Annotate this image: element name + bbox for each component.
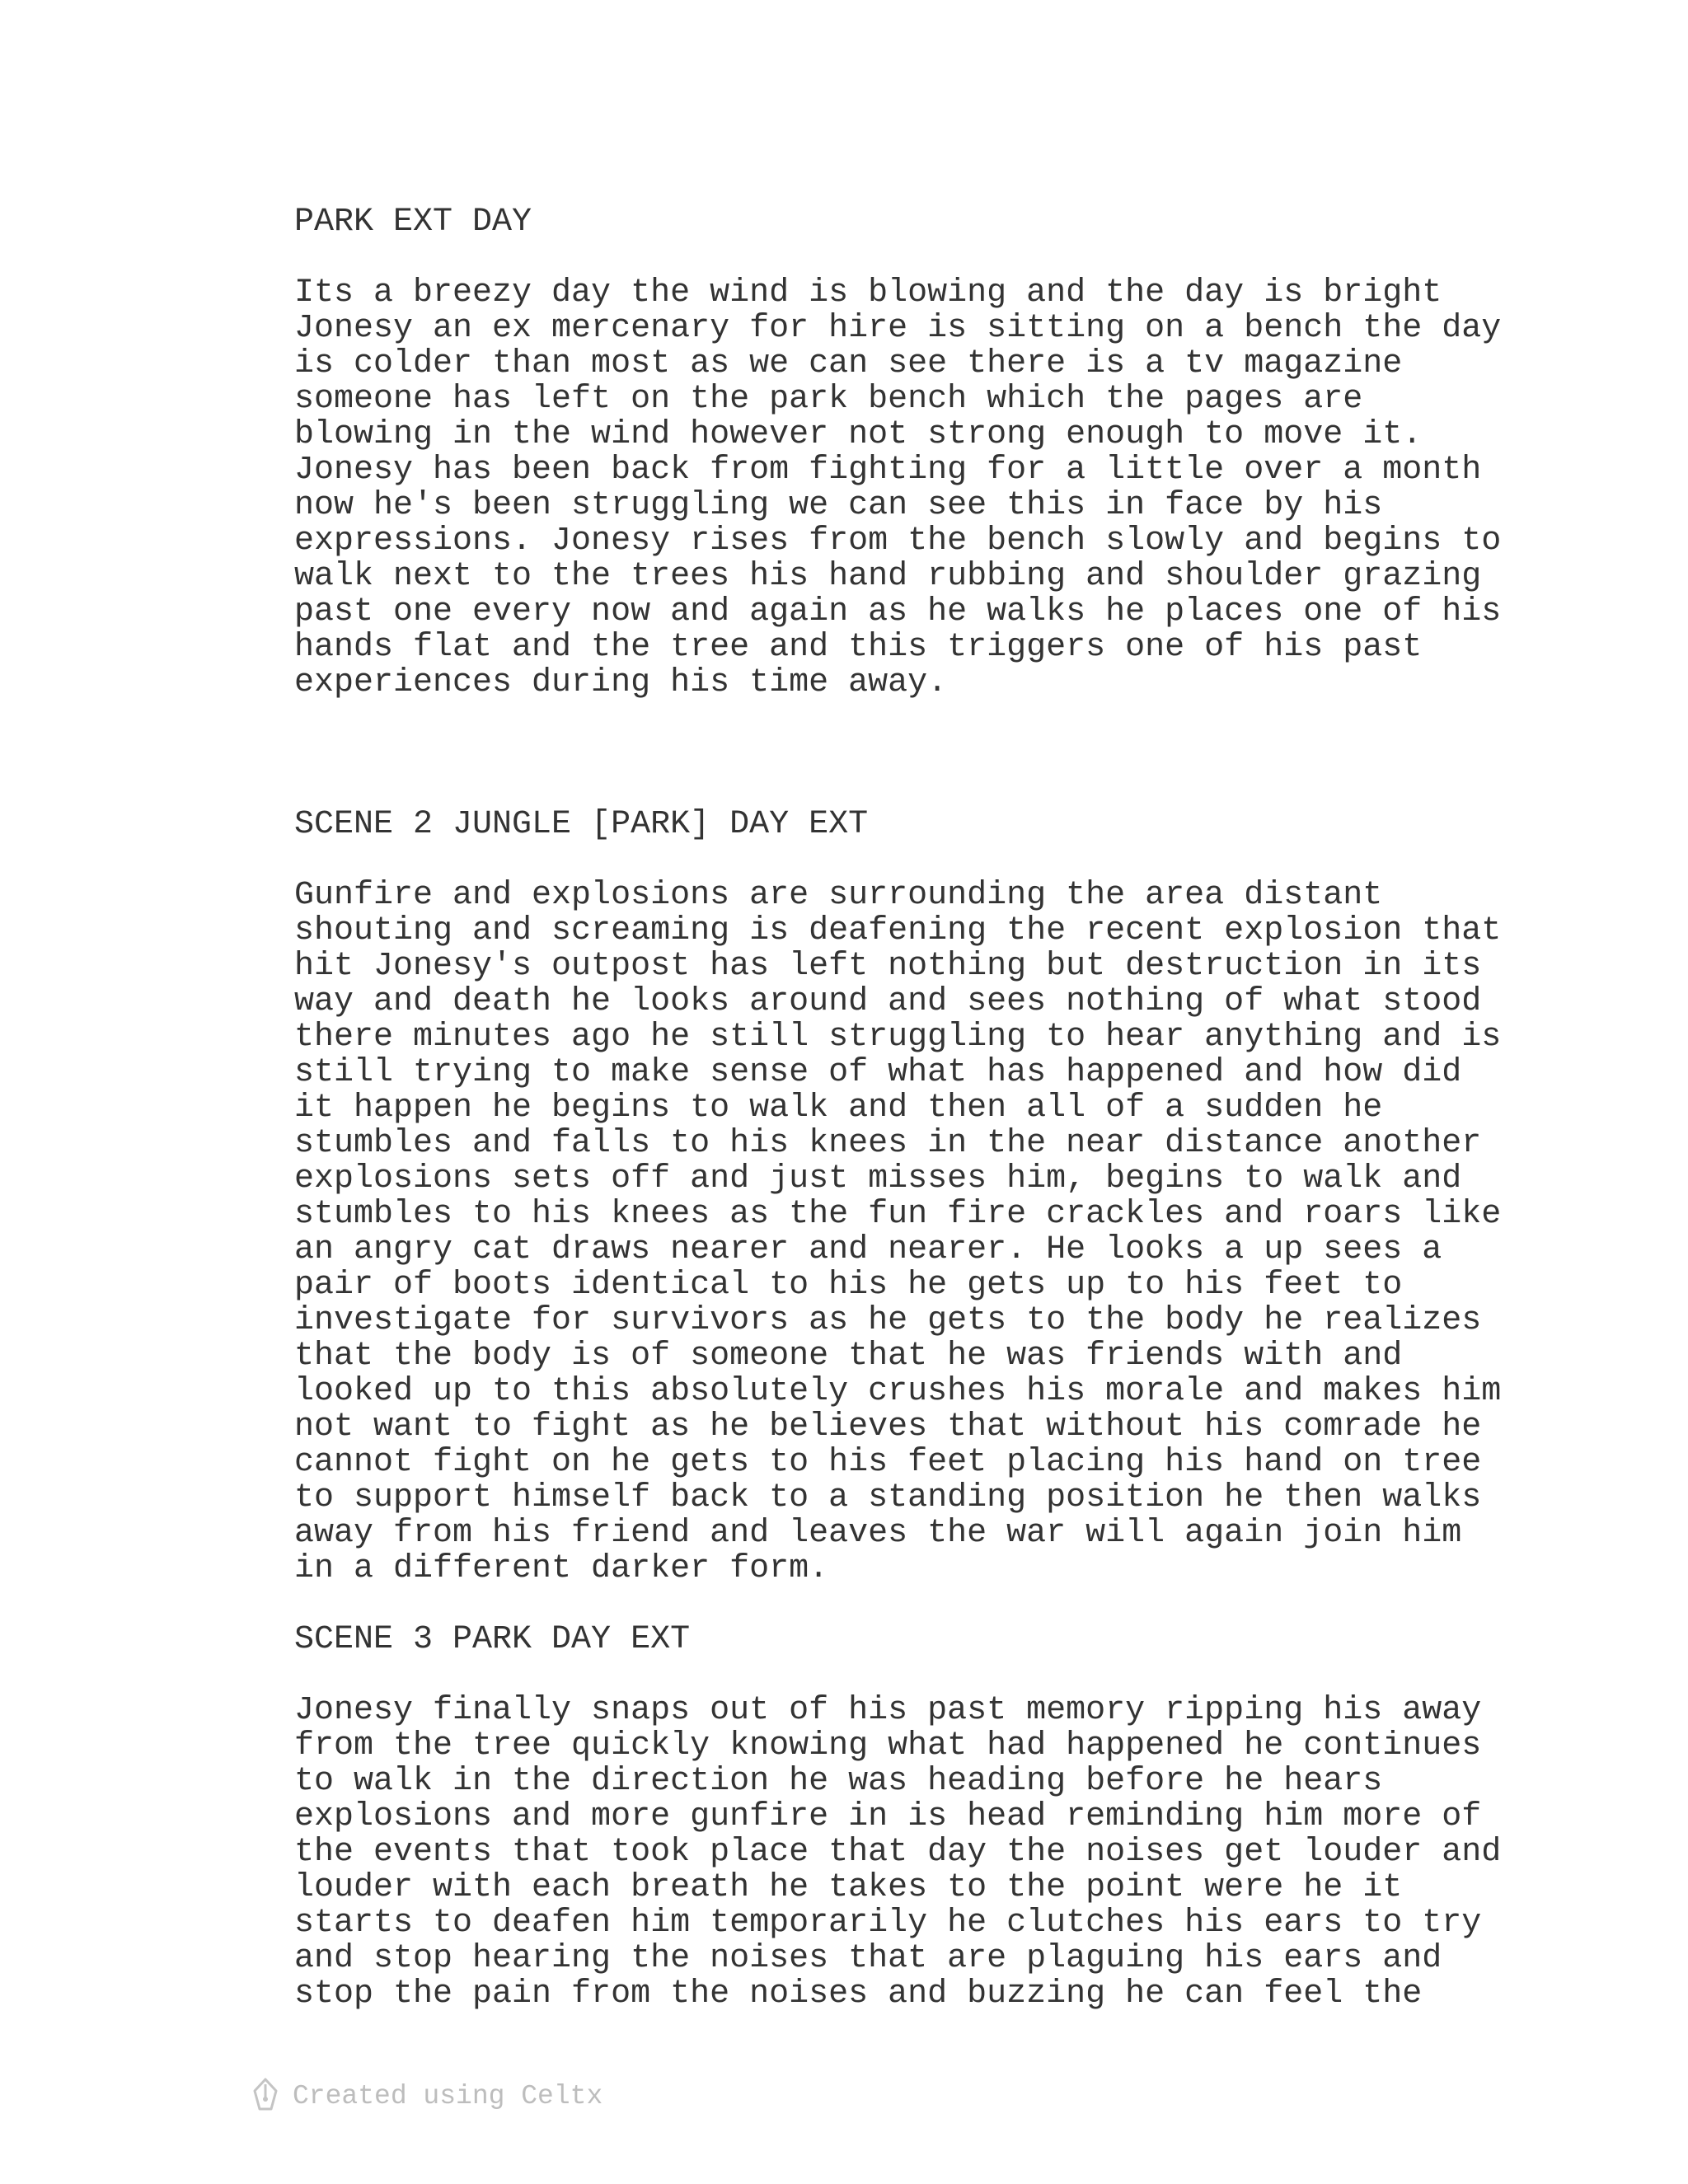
celtx-pen-icon bbox=[251, 2078, 279, 2114]
scene-heading-1: PARK EXT DAY bbox=[294, 204, 532, 241]
celtx-footer bbox=[251, 2075, 603, 2116]
action-block-1: Its a breezy day the wind is blowing and the day is bright Jonesy an ex mercenary for hire is sitting on a bench the day is colder than most as we can see there is a tv magazine someone has left on the park bench which the pages are blowing in the wind however not strong enough to move it. Jonesy has been back from fighting for a little over a month now he's been struggling we can see this in face by his expressions. Jonesy rises from the bench slowly and begins to walk next to the trees his hand rubbing and shoulder grazing past one every now and again as he walks he places one of his hands flat and the tree and this triggers one of his past experiences during his time away. bbox=[294, 274, 1502, 701]
scene-heading-2: SCENE 2 JUNGLE [PARK] DAY EXT bbox=[294, 806, 869, 843]
footer-text: Created using Celtx bbox=[293, 2080, 603, 2111]
action-block-2: Gunfire and explosions are surrounding the area distant shouting and screaming is deafening the recent explosion that hit Jonesy's outpost has left nothing but destruction in its way and death he looks around and sees nothing of what stood there minutes ago he still struggling to hear anything and is still trying to make sense of what has happened and how did it happen he begins to walk and then all of a sudden he stumbles and falls to his knees in the near distance another explosions sets off and just misses him, begins to walk and stumbles to his knees as the fun fire crackles and roars like an angry cat draws nearer and nearer. He looks a up sees a pair of boots identical to his he gets up to his feet to investigate for survivors as he gets to the body he realizes that the body is of someone that he was friends with and looked up to this absolutely crushes his morale and makes him not want to fight as he believes that without his comrade he cannot fight on he gets to his feet placing his hand on tree to support himself back to a standing position he then walks away from his friend and leaves the war will again join him in a different darker form. bbox=[294, 877, 1502, 1587]
script-content bbox=[294, 204, 1580, 2047]
action-block-3: Jonesy finally snaps out of his past memory ripping his away from the tree quickly knowing what had happened he continues to walk in the direction he was heading before he hears explosions and more gunfire in is head reminding him more of the events that took place that day the noises get louder and louder with each breath he takes to the point were he it starts to deafen him temporarily he clutches his ears to try and stop hearing the noises that are plaguing his ears and stop the pain from the noises and buzzing he can feel the bbox=[294, 1692, 1502, 2013]
scene-heading-3: SCENE 3 PARK DAY EXT bbox=[294, 1621, 691, 1658]
